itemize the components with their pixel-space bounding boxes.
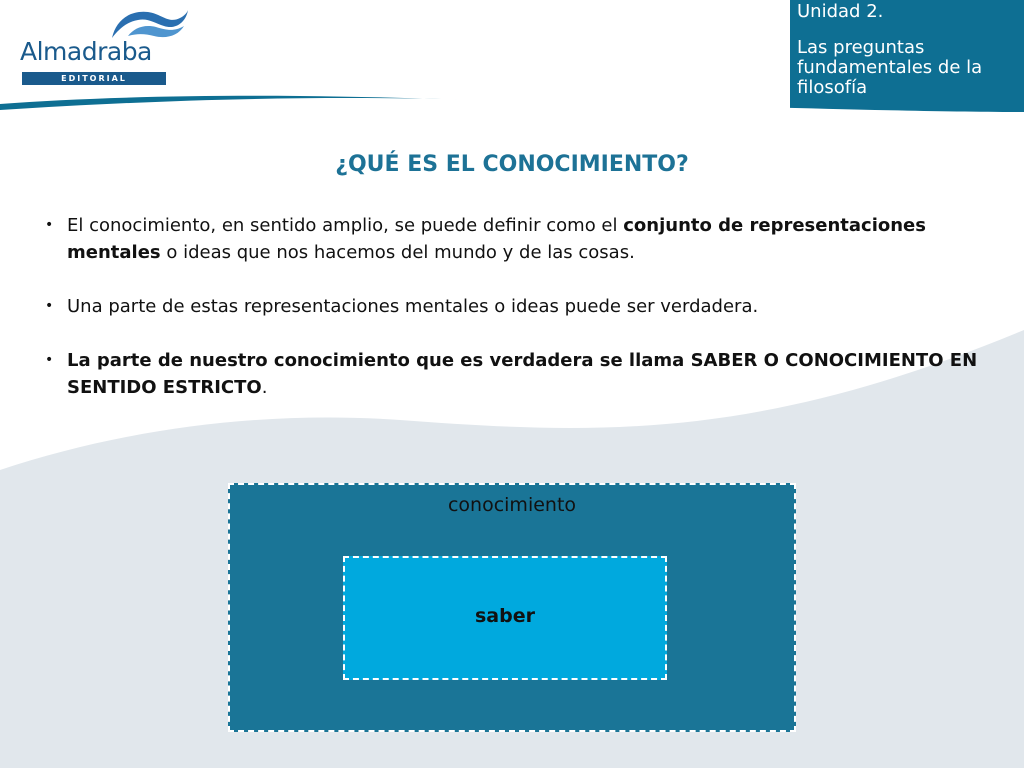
slide-title: ¿QUÉ ES EL CONOCIMIENTO? (335, 152, 689, 177)
bullet-text: Una parte de estas representaciones mentales o ideas puede ser verdadera. (67, 296, 759, 317)
almadraba-logo (20, 8, 170, 83)
bullet-icon: • (45, 298, 54, 314)
bullet-text: o ideas que nos hacemos del mundo y de las cosas. (160, 242, 635, 263)
logo-editorial-bar: EDITORIAL (22, 72, 166, 85)
bullet-bold-text: La parte de nuestro conocimiento que es verdadera se llama SABER O CONOCIMIENTO EN SENTIDO ESTRICTO (67, 350, 978, 398)
saber-label: saber (475, 605, 535, 627)
logo-wordmark: Almadraba (20, 37, 152, 66)
bullet-item (42, 347, 982, 401)
conocimiento-label: conocimiento (447, 494, 577, 516)
unit-number: Unidad 2. (797, 1, 884, 22)
unit-header (797, 2, 1019, 98)
bullet-text: . (261, 377, 268, 398)
bullet-item (42, 212, 982, 266)
bullet-item (42, 293, 982, 320)
unit-title: Las preguntas fundamentales de la filosofía (797, 37, 983, 98)
bullet-text: El conocimiento, en sentido amplio, se puede definir como el (67, 215, 624, 236)
bullet-icon: • (45, 352, 54, 368)
saber-box (343, 556, 667, 680)
bullet-icon: • (45, 217, 54, 233)
bullet-list (42, 212, 982, 428)
conocimiento-box (228, 483, 796, 732)
bullet-bold-text: conjunto de representaciones mentales (67, 215, 926, 263)
